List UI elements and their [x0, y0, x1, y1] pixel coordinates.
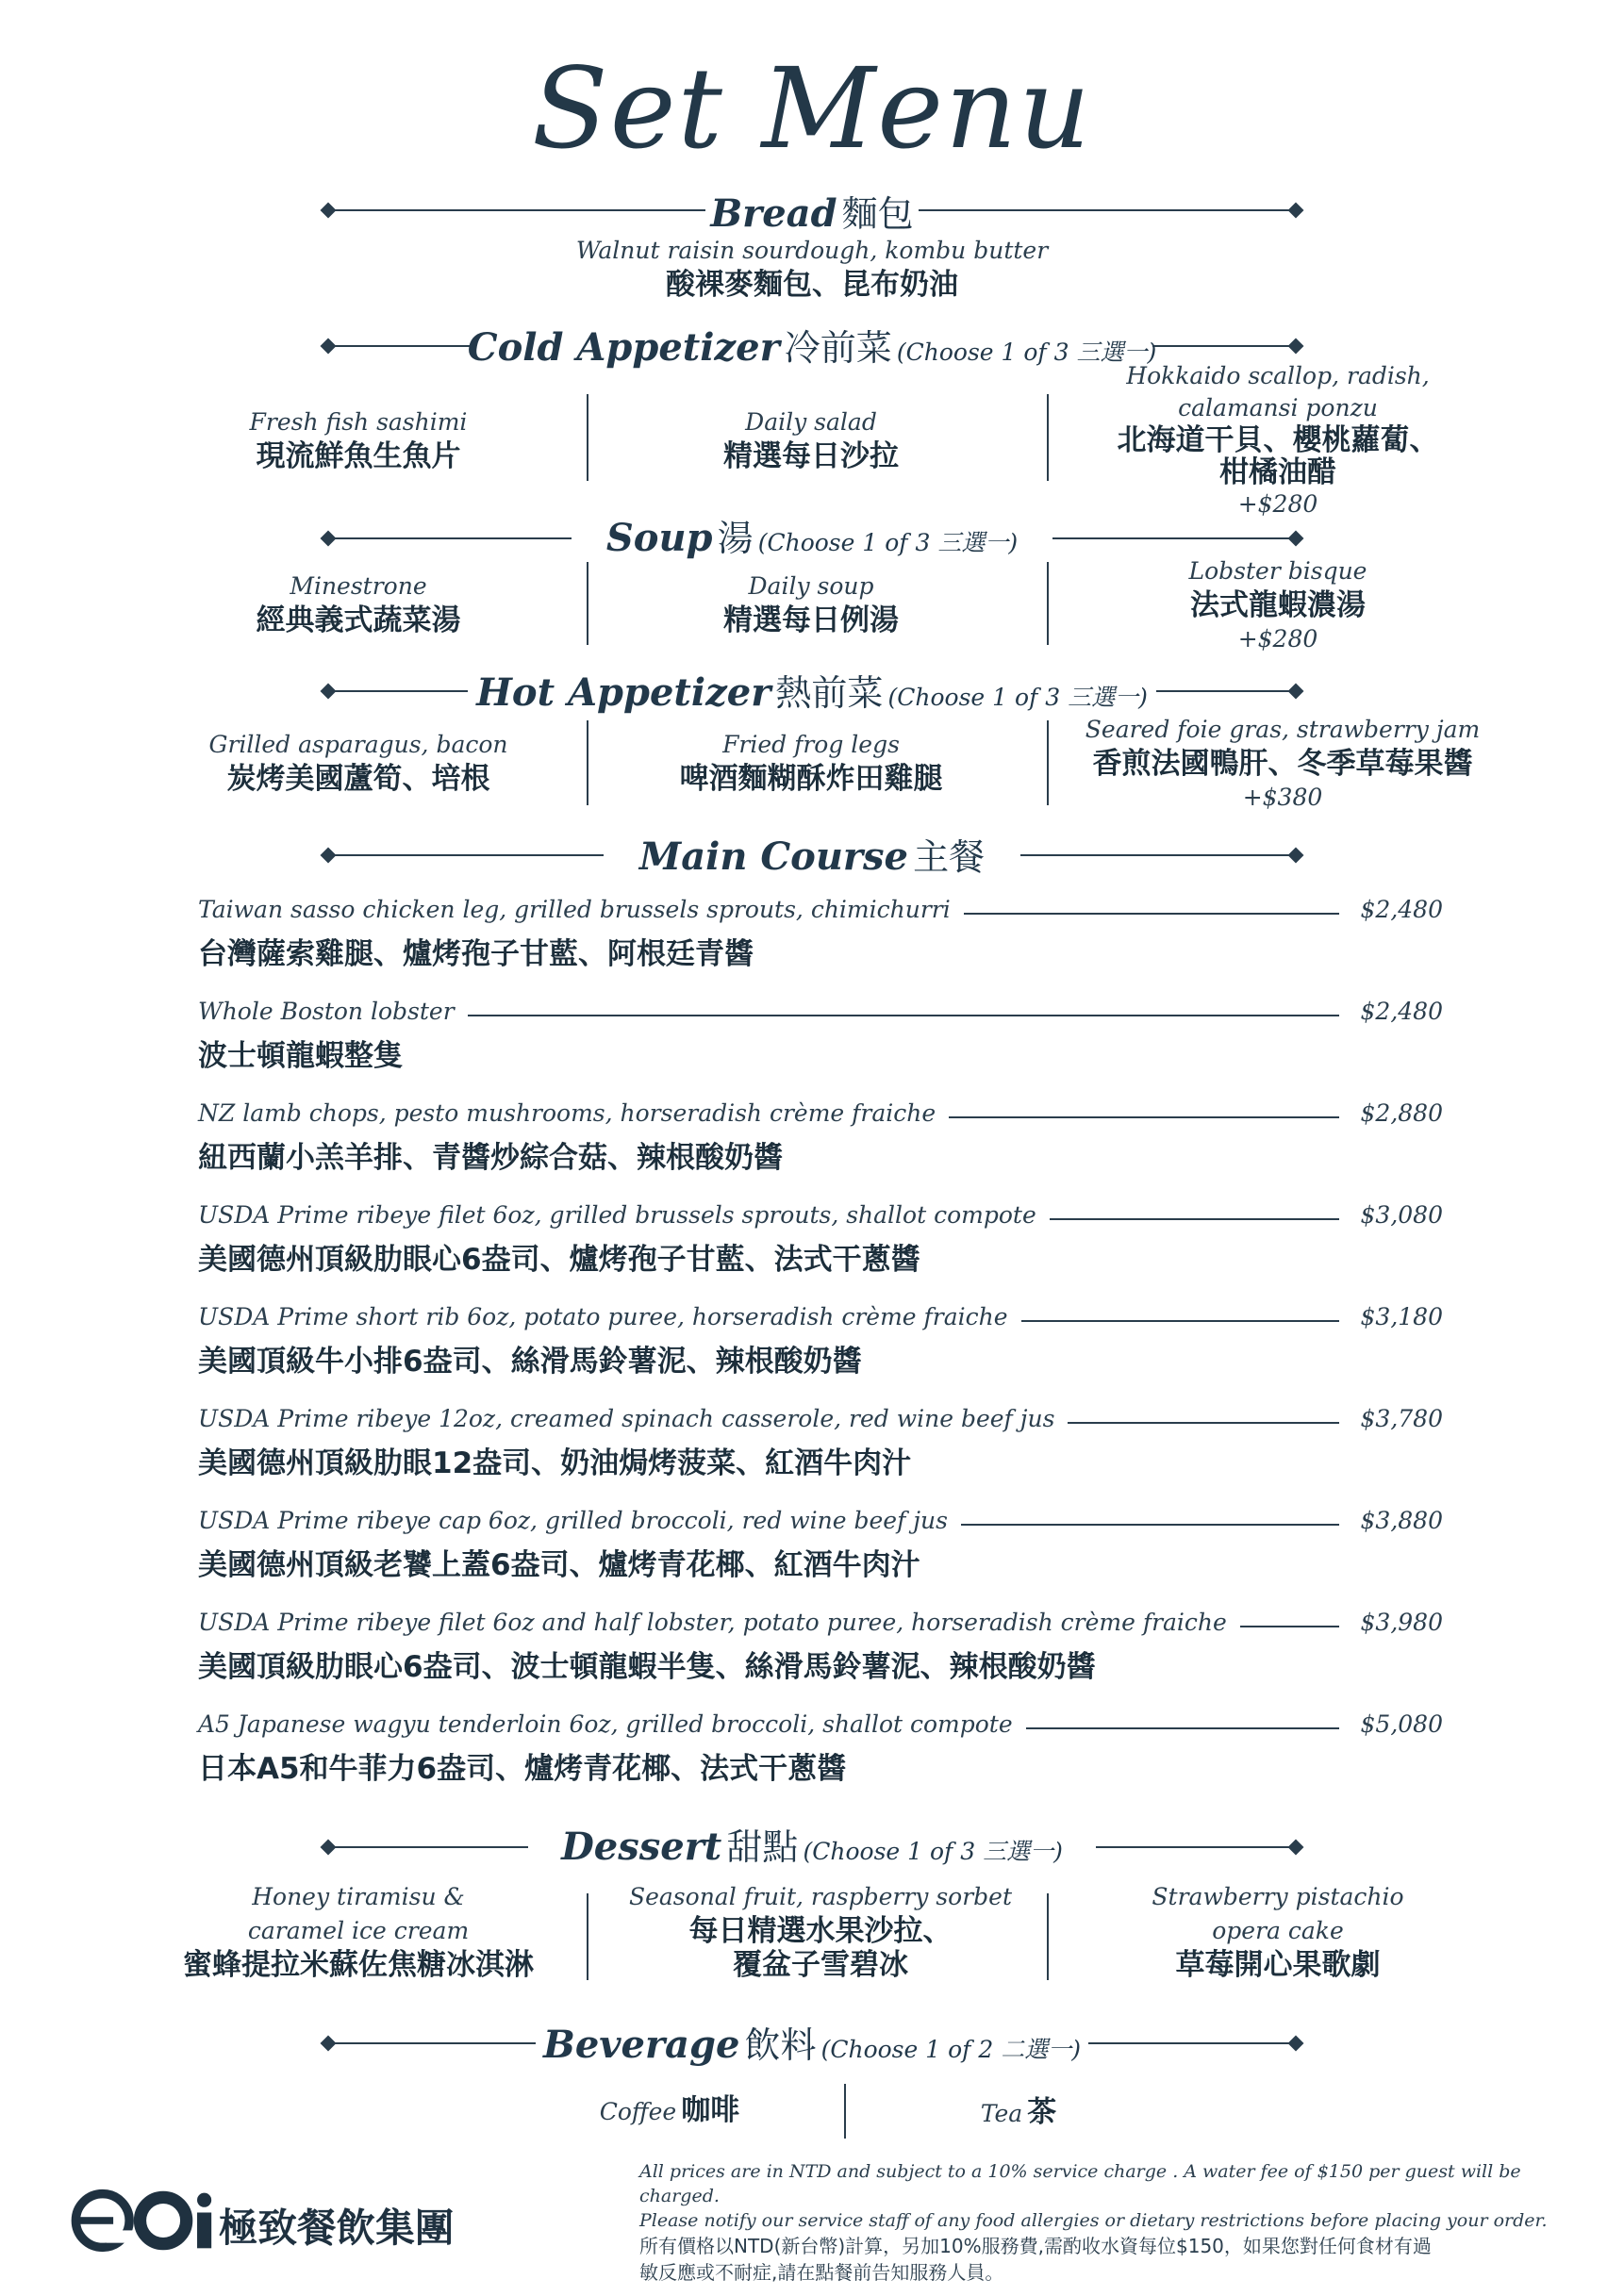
- item-name-en: USDA Prime ribeye cap 6oz, grilled broccoli, red wine beef jus: [198, 1507, 961, 1534]
- item-name-zh: 啤酒麵糊酥炸田雞腿: [679, 762, 943, 796]
- section-title-zh: 冷前菜: [784, 327, 892, 369]
- choose-note: (Choose 1 of 3 三選一): [757, 529, 1019, 556]
- item-name-en: Seasonal fruit, raspberry sorbet: [628, 1883, 1013, 1910]
- main-course-row: [198, 1201, 1443, 1296]
- column-divider: [844, 2084, 846, 2139]
- section-main-heading: [0, 828, 1624, 880]
- hot-item: [151, 728, 566, 796]
- supplement-price: +$280: [1237, 625, 1318, 652]
- choose-note: (Choose 1 of 3 三選一): [803, 1838, 1063, 1865]
- section-beverage-heading: [0, 2016, 1624, 2068]
- item-name-en: Honey tiramisu &: [252, 1883, 465, 1910]
- note-zh-2: 敏反應或不耐症,請在點餐前告知服務人員。: [639, 2261, 1004, 2284]
- footer-notes: [639, 2159, 1583, 2286]
- item-name-en: USDA Prime ribeye filet 6oz, grilled brussels sprouts, shallot compote: [198, 1201, 1050, 1229]
- section-title-en: Bread: [710, 191, 837, 236]
- item-name-zh: 蜜蜂提拉米蘇佐焦糖冰淇淋: [183, 1948, 534, 1982]
- bread-item: [0, 234, 1624, 302]
- section-title-en: Beverage: [543, 2023, 740, 2067]
- dessert-item: [622, 1880, 1019, 1982]
- logo-i-stem: [197, 2212, 211, 2248]
- section-title-en: Dessert: [561, 1825, 722, 1869]
- item-name-en: Fresh fish sashimi: [249, 408, 468, 436]
- section-title-en: Hot Appetizer: [476, 670, 771, 715]
- beverage-item: [877, 2095, 1160, 2134]
- item-name-zh: 現流鮮魚生魚片: [256, 439, 461, 473]
- main-course-row: [198, 1507, 1443, 1601]
- item-name-en: Minestrone: [290, 572, 427, 600]
- soup-item: [1066, 554, 1490, 656]
- choose-note: (Choose 1 of 3 三選一): [896, 339, 1157, 366]
- item-price: $3,980: [1360, 1609, 1443, 1636]
- hot-item: [1056, 713, 1509, 815]
- section-title-zh: 甜點: [726, 1826, 799, 1868]
- item-name-zh: 每日精選水果沙拉、: [688, 1914, 953, 1948]
- brand-logo: [58, 2188, 502, 2254]
- cold-item: [622, 405, 1000, 473]
- cold-item: [1066, 360, 1490, 520]
- column-divider: [1047, 1893, 1049, 1980]
- main-course-row: [198, 1609, 1443, 1703]
- section-title-en: Main Course: [638, 834, 908, 879]
- section-title-zh: 主餐: [913, 836, 986, 878]
- item-price: $2,480: [1360, 998, 1443, 1025]
- main-course-row: [198, 1405, 1443, 1499]
- item-name-en: Hokkaido scallop, radish,: [1126, 362, 1430, 389]
- item-name-zh: 紐西蘭小羔羊排、青醬炒綜合菇、辣根酸奶醬: [198, 1141, 783, 1175]
- item-name-en: Grilled asparagus, bacon: [208, 731, 508, 758]
- item-name-zh: 經典義式蔬菜湯: [256, 603, 461, 637]
- section-bread-heading: [0, 185, 1624, 237]
- item-name-zh: 美國頂級肋眼心6盎司、波士頓龍蝦半隻、絲滑馬鈴薯泥、辣根酸奶醬: [198, 1650, 1096, 1684]
- item-name-zh: 草莓開心果歌劇: [1175, 1948, 1381, 1982]
- hot-item: [622, 728, 1000, 796]
- section-title-en: Cold Appetizer: [467, 325, 780, 370]
- item-name-zh: 台灣薩索雞腿、爐烤孢子甘藍、阿根廷青醬: [198, 937, 754, 971]
- item-name-zh: 茶: [1027, 2095, 1057, 2129]
- section-title-zh: 飲料: [744, 2024, 817, 2066]
- note-en-1: All prices are in NTD and subject to a 10% service charge . A water fee of $150 per guest will be charged.: [639, 2161, 1521, 2206]
- item-name-en: Seared foie gras, strawberry jam: [1085, 716, 1481, 743]
- section-hot-heading: [0, 664, 1624, 716]
- section-title-en: Soup: [605, 516, 713, 560]
- logo-o-mark: [140, 2197, 186, 2243]
- item-price: $3,780: [1360, 1405, 1443, 1432]
- item-price: $3,880: [1360, 1507, 1443, 1534]
- item-name-zh: 法式龍蝦濃湯: [1190, 588, 1366, 622]
- item-name-en: Daily soup: [748, 572, 874, 600]
- section-title-zh: 熱前菜: [775, 672, 884, 714]
- note-en-2: Please notify our service staff of any food allergies or dietary restrictions before placing your order.: [639, 2210, 1548, 2231]
- item-name-en: Fried frog legs: [722, 731, 900, 758]
- item-name-zh: 精選每日沙拉: [723, 439, 899, 473]
- item-name-zh: 波士頓龍蝦整隻: [198, 1039, 403, 1073]
- item-price: $3,080: [1360, 1201, 1443, 1229]
- item-name-zh: 美國頂級牛小排6盎司、絲滑馬鈴薯泥、辣根酸奶醬: [198, 1345, 862, 1379]
- item-name-en: A5 Japanese wagyu tenderloin 6oz, grilled broccoli, shallot compote: [198, 1710, 1026, 1738]
- dessert-item: [151, 1880, 566, 1982]
- column-divider: [1047, 562, 1049, 645]
- item-name-en-2: caramel ice cream: [247, 1917, 470, 1944]
- item-price: $2,480: [1360, 896, 1443, 923]
- main-course-row: [198, 1099, 1443, 1194]
- choose-note: (Choose 1 of 3 三選一): [887, 684, 1148, 711]
- item-name-zh: 日本A5和牛菲力6盎司、爐烤青花椰、法式干蔥醬: [198, 1752, 847, 1786]
- column-divider: [587, 562, 588, 645]
- item-name-en: Taiwan sasso chicken leg, grilled brussels sprouts, chimichurri: [198, 896, 964, 923]
- item-price: $5,080: [1360, 1710, 1443, 1738]
- item-name-zh: 美國德州頂級老饕上蓋6盎司、爐烤青花椰、紅酒牛肉汁: [198, 1548, 920, 1582]
- item-name-en: Whole Boston lobster: [198, 998, 468, 1025]
- item-name-en: Lobster bisque: [1188, 557, 1367, 585]
- section-dessert-heading: [0, 1818, 1624, 1870]
- page-title: Set Menu: [531, 43, 1093, 173]
- section-title-zh: 麵包: [841, 193, 914, 235]
- column-divider: [1047, 720, 1049, 805]
- main-course-row: [198, 1710, 1443, 1805]
- item-name-en: Daily salad: [745, 408, 877, 436]
- item-name-en: USDA Prime ribeye filet 6oz and half lobster, potato puree, horseradish crème fraiche: [198, 1609, 1240, 1636]
- item-name-zh: 咖啡: [681, 2093, 740, 2127]
- section-soup-heading: [0, 509, 1624, 561]
- item-name-zh: 炭烤美國蘆筍、培根: [226, 762, 490, 796]
- choose-note: (Choose 1 of 2 二選一): [820, 2036, 1081, 2063]
- item-name-en: Coffee: [599, 2098, 677, 2125]
- item-name-en: USDA Prime ribeye 12oz, creamed spinach casserole, red wine beef jus: [198, 1405, 1068, 1432]
- logo-text: 極致餐飲集團: [218, 2204, 455, 2251]
- column-divider: [587, 720, 588, 805]
- item-name-en-2: calamansi ponzu: [1178, 394, 1378, 421]
- item-name-zh: 香煎法國鴨肝、冬季草莓果醬: [1092, 747, 1473, 781]
- item-name-zh-2: 柑橘油醋: [1219, 455, 1336, 489]
- item-name-zh: 酸裸麥麵包、昆布奶油: [666, 268, 958, 302]
- supplement-price: +$380: [1242, 784, 1323, 811]
- main-course-row: [198, 896, 1443, 990]
- dessert-item: [1066, 1880, 1490, 1982]
- section-title-zh: 湯: [717, 518, 754, 559]
- item-name-en-2: opera cake: [1212, 1917, 1344, 1944]
- item-name-zh-2: 覆盆子雪碧冰: [733, 1948, 908, 1982]
- cold-item: [170, 405, 547, 473]
- note-zh-1: 所有價格以NTD(新台幣)計算，另加10%服務費,需酌收水資每位$150，如果您對任何食材有過: [639, 2235, 1432, 2257]
- item-name-en: USDA Prime short rib 6oz, potato puree, horseradish crème fraiche: [198, 1303, 1021, 1330]
- item-name-zh: 精選每日例湯: [723, 603, 899, 637]
- logo-i-dot: [197, 2193, 211, 2207]
- main-course-row: [198, 998, 1443, 1092]
- item-price: $2,880: [1360, 1099, 1443, 1127]
- item-name-en: NZ lamb chops, pesto mushrooms, horseradish crème fraiche: [198, 1099, 949, 1127]
- beverage-item: [528, 2093, 811, 2132]
- item-name-zh: 美國德州頂級肋眼心6盎司、爐烤孢子甘藍、法式干蔥醬: [198, 1243, 920, 1277]
- column-divider: [587, 1893, 588, 1980]
- supplement-price: +$280: [1237, 490, 1318, 518]
- soup-item: [170, 570, 547, 637]
- column-divider: [587, 394, 588, 481]
- item-name-zh: 北海道干貝、櫻桃蘿蔔、: [1117, 423, 1439, 457]
- soup-item: [622, 570, 1000, 637]
- column-divider: [1047, 394, 1049, 481]
- item-name-en: Tea: [980, 2100, 1023, 2127]
- item-name-zh: 美國德州頂級肋眼12盎司、奶油焗烤菠菜、紅酒牛肉汁: [198, 1446, 912, 1480]
- item-price: $3,180: [1360, 1303, 1443, 1330]
- item-name-en: Strawberry pistachio: [1152, 1883, 1404, 1910]
- main-course-row: [198, 1303, 1443, 1397]
- item-name-en: Walnut raisin sourdough, kombu butter: [575, 237, 1049, 264]
